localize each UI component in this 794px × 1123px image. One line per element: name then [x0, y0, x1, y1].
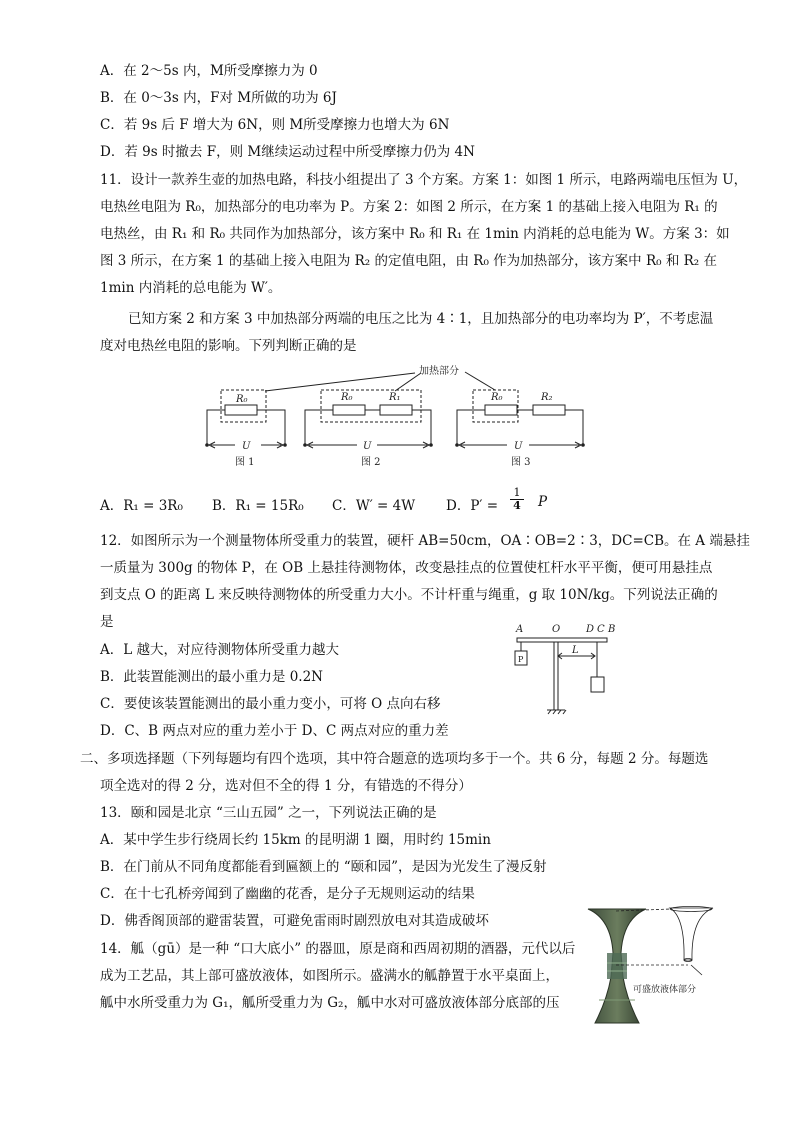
bronze-vessel-photo	[588, 909, 646, 1023]
q12-stem-line-4: 是	[100, 614, 114, 630]
fig3-u-label: U	[514, 441, 523, 452]
q11-stem-line-6: 已知方案 2 和方案 3 中加热部分两端的电压之比为 4∶1，且加热部分的电功率均为 P′，不考虑温	[128, 311, 714, 327]
lever-point-b: B	[608, 624, 616, 635]
q11-stem-line-4: 图 3 所示，在方案 1 的基础上接入电阻为 R₂ 的定值电阻，由 R₀ 作为加热部分，该方案中 R₀ 和 R₂ 在	[100, 253, 717, 269]
q11-stem-line-1: 11．设计一款养生壶的加热电路，科技小组提出了 3 个方案。方案 1：如图 1 所示，电路两端电压恒为 U，	[100, 172, 748, 188]
fig1-u-label: U	[242, 441, 251, 452]
q14-stem-line-3: 觚中水所受重力为 G₁，觚所受重力为 G₂，觚中水对可盛放液体部分底部的压	[100, 995, 560, 1011]
q12-option-c: C．要使该装置能测出的最小重力变小，可将 O 点向右移	[100, 696, 441, 712]
q13-option-c: C．在十七孔桥旁闻到了幽幽的花香，是分子无规则运动的结果	[100, 886, 475, 902]
gu-vessel-illustration	[585, 905, 720, 1030]
q14-stem-line-2: 成为工艺品，其上部可盛放液体，如图所示。盛满水的觚静置于水平桌面上，	[100, 968, 559, 984]
lever-point-a: A	[516, 624, 524, 635]
heating-part-label: 加热部分	[419, 366, 459, 377]
q13-option-a: A．某中学生步行绕周长约 15km 的昆明湖 1 圈，用时约 15min	[100, 832, 491, 848]
fig2-r0-label: R₀	[341, 392, 353, 403]
lever-point-c: C	[597, 624, 605, 635]
q12-option-a: A．L 越大，对应待测物体所受重力越大	[100, 642, 340, 658]
q10-option-d: D．若 9s 时撤去 F，则 M继续运动过程中所受摩擦力仍为 4N	[100, 144, 475, 160]
q11-option-b: B．R₁ = 15R₀	[212, 498, 304, 514]
fig3-r0-label: R₀	[491, 392, 503, 403]
q11-option-d-suffix: P	[538, 494, 548, 510]
lever-diagram	[505, 618, 625, 718]
circuit-diagrams	[195, 358, 595, 473]
q10-option-c: C．若 9s 后 F 增大为 6N，则 M所受摩擦力也增大为 6N	[100, 117, 450, 133]
fraction-denominator: 4	[510, 499, 524, 512]
section2-header-line-1: 二、多项选择题（下列每题均有四个选项，其中符合题意的选项均多于一个。共 6 分，每题 2 分。每题选	[80, 751, 709, 767]
q12-stem-line-1: 12．如图所示为一个测量物体所受重力的装置，硬杆 AB=50cm，OA∶OB=2∶3，DC=CB。在 A 端悬挂	[100, 533, 750, 549]
q10-option-b: B．在 0～3s 内，F对 M所做的功为 6J	[100, 90, 337, 106]
q11-stem-line-5: 1min 内消耗的总电能为 W′。	[100, 280, 282, 296]
q11-option-a: A．R₁ = 3R₀	[100, 498, 183, 514]
q13-stem: 13．颐和园是北京 “三山五园” 之一，下列说法正确的是	[100, 805, 437, 821]
fraction-numerator: 1	[513, 486, 521, 499]
q10-option-a: A．在 2～5s 内，M所受摩擦力为 0	[100, 63, 318, 79]
q12-stem-line-2: 一质量为 300g 的物体 P，在 OB 上悬挂待测物体，改变悬挂点的位置使杠杆水平平衡，便可用悬挂点	[100, 560, 713, 576]
q14-stem-line-1: 14．觚（gū）是一种 “口大底小” 的器皿，原是商和西周初期的酒器，元代以后	[100, 941, 576, 957]
fig2-r1-label: R₁	[389, 392, 401, 403]
q11-stem-line-3: 电热丝，由 R₁ 和 R₀ 共同作为加热部分，该方案中 R₀ 和 R₁ 在 1min 内消耗的总电能为 W。方案 3：如	[100, 226, 730, 242]
lever-length-l: L	[572, 645, 579, 656]
fig2-caption: 图 2	[361, 457, 381, 468]
q12-stem-line-3: 到支点 O 的距离 L 来反映待测物体的所受重力大小。不计杆重与绳重，g 取 10N/kg。下列说法正确的	[100, 587, 718, 603]
fig2-u-label: U	[363, 441, 372, 452]
q11-option-d-prefix: D．P′ =	[446, 498, 499, 514]
object-p-label: P	[518, 655, 524, 664]
q13-option-b: B．在门前从不同角度都能看到匾额上的 “颐和园”，是因为光发生了漫反射	[100, 859, 547, 875]
fig3-r2-label: R₂	[541, 392, 553, 403]
q11-stem-line-7: 度对电热丝电阻的影响。下列判断正确的是	[100, 338, 357, 354]
q11-option-d-fraction	[510, 487, 524, 512]
lever-point-o: O	[552, 624, 561, 635]
fig3-caption: 图 3	[511, 457, 531, 468]
lever-point-d: D	[586, 624, 595, 635]
q12-option-d: D．C、B 两点对应的重力差小于 D、C 两点对应的重力差	[100, 723, 449, 739]
fig1-caption: 图 1	[235, 457, 255, 468]
q13-option-d: D．佛香阁顶部的避雷装置，可避免雷雨时剧烈放电对其造成破坏	[100, 913, 489, 929]
q12-option-b: B．此装置能测出的最小重力是 0.2N	[100, 669, 323, 685]
vessel-liquid-part-label: 可盛放液体部分	[633, 985, 697, 995]
q11-option-c: C．W′ = 4W	[332, 498, 416, 514]
q11-options	[100, 494, 600, 516]
section2-header-line-2: 项全选对的得 2 分，选对但不全的得 1 分，有错选的不得分）	[100, 778, 472, 794]
fig1-r0-label: R₀	[236, 394, 248, 405]
q11-stem-line-2: 电热丝电阻为 R₀，加热部分的电功率为 P。方案 2：如图 2 所示，在方案 1 的基础上接入电阻为 R₁ 的	[100, 199, 718, 215]
